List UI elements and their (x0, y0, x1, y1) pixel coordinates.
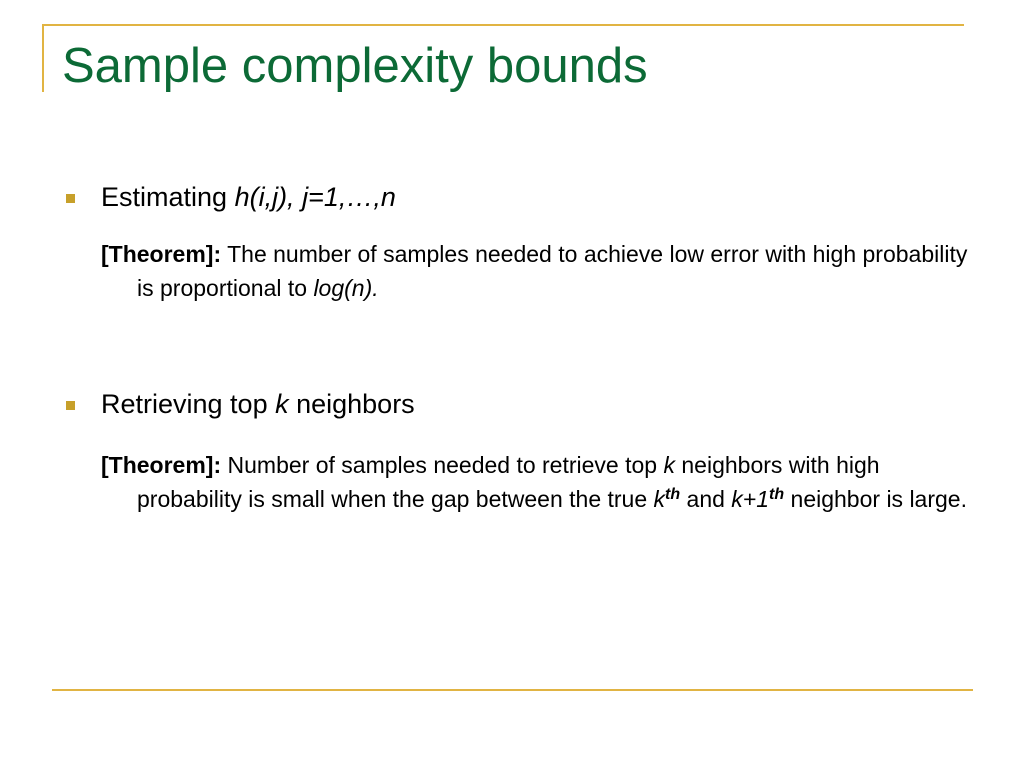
theorem-label: [Theorem]: (101, 241, 222, 267)
square-bullet-icon (66, 194, 75, 203)
theorem-paragraph (101, 237, 987, 305)
slide-title: Sample complexity bounds (62, 39, 648, 93)
bullet-item-retrieving (101, 388, 415, 420)
bullet-text: neighbors (288, 389, 415, 419)
top-rule (42, 24, 964, 26)
theorem-text: The number of samples needed to achieve low error with high probability is proportional to (137, 241, 968, 301)
bullet-text: Estimating (101, 182, 235, 212)
theorem-label: [Theorem]: (101, 452, 222, 478)
theorem-text: Number of samples needed to retrieve top (221, 452, 664, 478)
theorem-text: neighbors with high probability is small when the gap between the true (137, 452, 880, 512)
bullet-item-estimating (101, 181, 396, 213)
math-expression: log(n). (313, 275, 379, 301)
bullet-text: Retrieving top (101, 389, 276, 419)
theorem-paragraph (101, 448, 987, 516)
math-expression: h(i,j), j=1,…,n (234, 182, 396, 212)
theorem-text: and (680, 486, 732, 512)
math-expression: k+1 (731, 486, 770, 512)
math-expression: k (275, 389, 289, 419)
math-expression: k (663, 452, 675, 478)
math-expression: k (653, 486, 666, 512)
left-rule (42, 24, 44, 92)
superscript: th (769, 486, 785, 504)
square-bullet-icon (66, 401, 75, 410)
theorem-text: neighbor is large. (784, 486, 967, 512)
superscript: th (665, 486, 681, 504)
bottom-rule (52, 689, 973, 691)
